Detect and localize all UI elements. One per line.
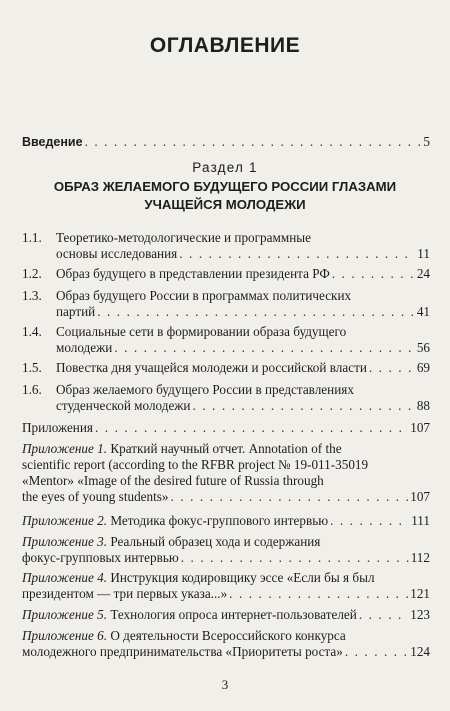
toc-entry-number: 1.2. — [22, 266, 42, 281]
section-title: ОБРАЗ ЖЕЛАЕМОГО БУДУЩЕГО РОССИИ ГЛАЗАМИ УЧАЩЕЙСЯ МОЛОДЕЖИ — [53, 179, 397, 212]
toc-entry-line: фокус-групповых интервью — [22, 550, 179, 565]
toc-entry-title: Введение — [22, 135, 83, 149]
dot-leader — [192, 398, 414, 414]
dot-leader — [85, 134, 422, 150]
toc-page-number: 11 — [417, 246, 430, 261]
toc-page-number: 24 — [416, 266, 430, 281]
dot-leader — [359, 607, 408, 623]
appendix-label: Приложение 3. — [22, 534, 108, 549]
toc-entry-line: Образ желаемого будущего России в представлениях — [56, 382, 354, 397]
toc-page-number: 107 — [410, 420, 430, 435]
toc-page-number: 107 — [410, 489, 430, 504]
toc-entry-1-3[interactable] — [22, 288, 430, 320]
page-title: ОГЛАВЛЕНИЕ — [149, 34, 301, 57]
page-number: 3 — [221, 677, 229, 692]
dot-leader — [97, 304, 415, 320]
toc-entry-number: 1.5. — [22, 360, 42, 375]
toc-entry-line: партий — [56, 304, 96, 319]
dot-leader — [171, 489, 409, 505]
toc-entry-title: Приложения — [22, 420, 93, 435]
toc-entry-line: «Mentor» «Image of the desired future of Russia through — [22, 473, 324, 488]
toc-entry-1-4[interactable] — [22, 324, 430, 356]
toc-page-number: 69 — [416, 360, 430, 375]
toc-entry-number: 1.6. — [22, 382, 42, 397]
dot-leader — [369, 360, 415, 376]
toc-entry-1-2[interactable] — [22, 266, 430, 282]
toc-page-number: 56 — [416, 340, 430, 355]
appendix-label: Приложение 1. — [22, 441, 108, 456]
toc-entry-line: Краткий научный отчет. Annotation of the — [110, 441, 342, 456]
dot-leader — [95, 420, 408, 436]
toc-entry-1-1[interactable] — [22, 230, 430, 262]
toc-entry-line: Повестка дня учащейся молодежи и российской власти — [56, 360, 367, 375]
toc-entry-line: основы исследования — [56, 246, 178, 261]
dot-leader — [181, 550, 409, 566]
toc-page-number: 123 — [410, 607, 430, 622]
toc-entry-1-5[interactable] — [22, 360, 430, 376]
toc-page-number: 121 — [410, 586, 430, 601]
toc-entry-line: Инструкция кодировщику эссе «Если бы я был — [110, 570, 375, 585]
toc-entry-line: Теоретико-методологические и программные — [56, 230, 311, 245]
toc-entry-line: Методика фокус-группового интервью — [110, 513, 329, 528]
appendix-label: Приложение 6. — [22, 628, 108, 643]
dot-leader — [114, 340, 415, 356]
toc-entry-appendix-6[interactable] — [22, 628, 430, 660]
toc-entry-appendix-1[interactable] — [22, 441, 430, 505]
toc-entry-appendix-4[interactable] — [22, 570, 430, 602]
dot-leader — [179, 246, 415, 262]
toc-entry-line: Социальные сети в формировании образа будущего — [56, 324, 347, 339]
toc-entry-line: О деятельности Всероссийского конкурса — [110, 628, 346, 643]
toc-page-number: 124 — [410, 644, 430, 659]
toc-page-number: 111 — [411, 513, 430, 528]
toc-page-number: 88 — [416, 398, 430, 413]
toc-entry-line: the eyes of young students» — [22, 489, 169, 504]
section-label: Раздел 1 — [192, 160, 258, 175]
toc-entry-appendix-2[interactable] — [22, 513, 430, 529]
dot-leader — [332, 266, 415, 282]
toc-entry-line: президентом — три первых указа...» — [22, 586, 228, 601]
toc-page-number: 112 — [410, 550, 430, 565]
dot-leader — [345, 644, 408, 660]
toc-entry-appendix-3[interactable] — [22, 534, 430, 566]
toc-page-number: 41 — [416, 304, 430, 319]
appendix-label: Приложение 4. — [22, 570, 108, 585]
toc-entry-line: Образ будущего России в программах политических — [56, 288, 352, 303]
toc-entry-line: Реальный образец хода и содержания — [110, 534, 321, 549]
toc-entry-line: scientific report (according to the RFBR project № 19-011-35019 — [22, 457, 369, 472]
toc-entry-line: молодежи — [56, 340, 113, 355]
toc-entry-appendices[interactable] — [22, 420, 430, 436]
toc-entry-intro[interactable] — [22, 134, 430, 150]
dot-leader — [330, 513, 409, 529]
toc-entry-1-6[interactable] — [22, 382, 430, 414]
appendix-label: Приложение 5. — [22, 607, 108, 622]
toc-entry-line: Технология опроса интернет-пользователей — [110, 607, 357, 622]
toc-entry-number: 1.1. — [22, 230, 42, 245]
toc-entry-appendix-5[interactable] — [22, 607, 430, 623]
toc-entry-line: Образ будущего в представлении президента РФ — [56, 266, 330, 281]
toc-entry-number: 1.4. — [22, 324, 42, 339]
toc-entry-number: 1.3. — [22, 288, 42, 303]
dot-leader — [229, 586, 408, 602]
toc-entry-line: молодежного предпринимательства «Приоритеты роста» — [22, 644, 343, 659]
toc-entry-line: студенческой молодежи — [56, 398, 191, 413]
toc-page-number: 5 — [423, 134, 430, 149]
appendix-label: Приложение 2. — [22, 513, 108, 528]
